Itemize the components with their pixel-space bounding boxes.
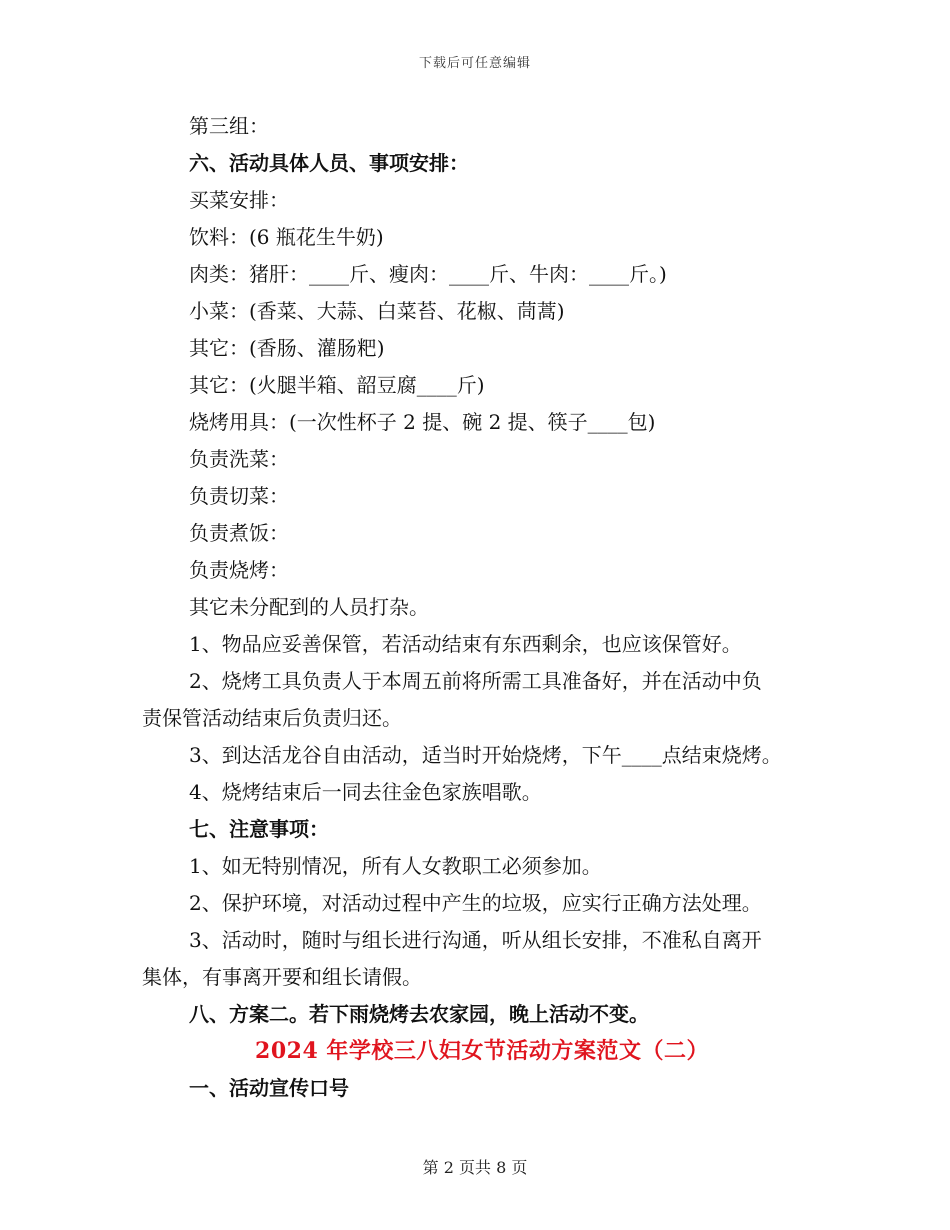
section-6-heading: 六、活动具体人员、事项安排： xyxy=(189,151,469,175)
document-2-section-1: 一、活动宣传口号 xyxy=(189,1076,349,1100)
document-body xyxy=(142,108,832,1107)
item-4: 4、烧烤结束后一同去往金色家族唱歌。 xyxy=(189,780,542,804)
item-2-line-1: 2、烧烤工具负责人于本周五前将所需工具准备好，并在活动中负 xyxy=(189,669,762,693)
note-3-line-1: 3、活动时，随时与组长进行沟通，听从组长安排，不准私自离开 xyxy=(189,928,762,952)
note-3-line-2: 集体，有事离开要和组长请假。 xyxy=(142,965,422,989)
other-line-2: 其它：(火腿半箱、韶豆腐____斤) xyxy=(189,373,485,397)
page-footer: 第 2 页共 8 页 xyxy=(422,1158,528,1177)
note-2: 2、保护环境，对活动过程中产生的垃圾，应实行正确方法处理。 xyxy=(189,891,762,915)
grill-line: 负责烧烤： xyxy=(189,558,289,582)
item-1: 1、物品应妥善保管，若活动结束有东西剩余，也应该保管好。 xyxy=(189,632,742,656)
document-2-title: 2024 年学校三八妇女节活动方案范文（二） xyxy=(255,1038,709,1064)
bbq-tools-line: 烧烤用具：(一次性杯子 2 提、碗 2 提、筷子____包) xyxy=(189,410,656,434)
other-line-1: 其它：(香肠、灌肠粑) xyxy=(189,336,385,360)
section-8-heading: 八、方案二。若下雨烧烤去农家园，晚上活动不变。 xyxy=(189,1002,649,1026)
note-1: 1、如无特别情况，所有人女教职工必须参加。 xyxy=(189,854,602,878)
drinks-line: 饮料：(6 瓶花生牛奶) xyxy=(189,225,384,249)
wash-vegetables-line: 负责洗菜： xyxy=(189,447,289,471)
page-header: 下载后可任意编辑 xyxy=(418,56,531,71)
group-three-label: 第三组： xyxy=(189,114,269,138)
vegetables-line: 小菜：(香菜、大蒜、白菜苔、花椒、茼蒿) xyxy=(189,299,565,323)
section-7-heading: 七、注意事项： xyxy=(189,817,329,841)
cook-rice-line: 负责煮饭： xyxy=(189,521,289,545)
item-2-line-2: 责保管活动结束后负责归还。 xyxy=(142,706,402,730)
cut-vegetables-line: 负责切菜： xyxy=(189,484,289,508)
others-line: 其它未分配到的人员打杂。 xyxy=(189,595,429,619)
meat-line: 肉类：猪肝：____斤、瘦肉：____斤、牛肉：____斤。) xyxy=(189,262,667,286)
item-3: 3、到达活龙谷自由活动，适当时开始烧烤，下午____点结束烧烤。 xyxy=(189,743,782,767)
shopping-arrangement: 买菜安排： xyxy=(189,188,289,212)
